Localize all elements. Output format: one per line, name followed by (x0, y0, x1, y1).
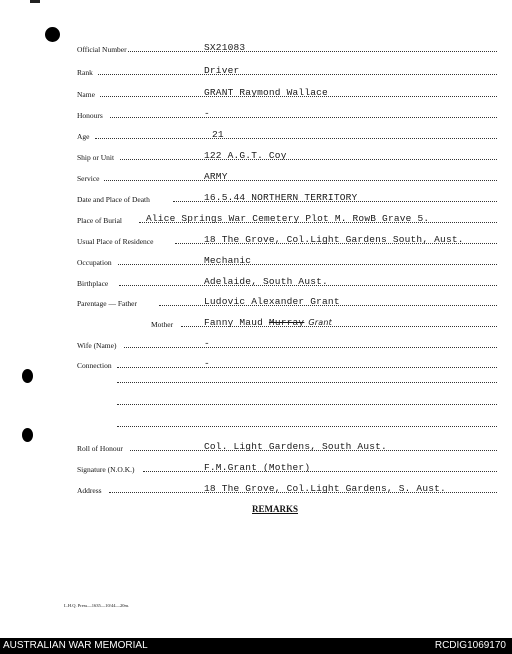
dotted-line (118, 264, 497, 265)
dotted-line (98, 74, 497, 75)
remarks-heading: REMARKS (252, 504, 299, 514)
honours-row (77, 104, 497, 120)
dotted-line (124, 347, 497, 348)
signature-nok-value: F.M.Grant (Mother) (204, 462, 311, 473)
signature-nok-label: Signature (N.O.K.) (77, 465, 135, 474)
official-number-row (77, 38, 497, 54)
age-label: Age (77, 132, 90, 141)
name-label: Name (77, 90, 95, 99)
place-of-burial-row (77, 209, 497, 225)
place-of-burial-value: Alice Springs War Cemetery Plot M. RowB Grave 5. (146, 213, 430, 224)
blank-line-3 (117, 426, 497, 427)
name-value: GRANT Raymond Wallace (204, 87, 328, 98)
connection-value: - (204, 358, 210, 369)
roll-of-honour-label: Roll of Honour (77, 444, 123, 453)
usual-place-of-residence-value: 18 The Grove, Col.Light Gardens South, Aust. (204, 234, 464, 245)
mother-handwritten-correction: Grant (308, 318, 332, 327)
printer-imprint: L.H.Q. Press—1635—10/44—20m. (64, 603, 130, 608)
honours-label: Honours (77, 111, 103, 120)
name-row (77, 83, 497, 99)
age-row (77, 125, 497, 141)
rank-label: Rank (77, 68, 93, 77)
punch-hole-mid-2 (22, 428, 33, 442)
roll-of-honour-value: Col. Light Gardens, South Aust. (204, 441, 387, 452)
dotted-line (104, 180, 497, 181)
dotted-line (120, 159, 497, 160)
archive-name: AUSTRALIAN WAR MEMORIAL (3, 640, 148, 651)
official-number-value: SX21083 (204, 42, 246, 53)
punch-hole-mid-1 (22, 369, 33, 383)
dotted-line (95, 138, 497, 139)
connection-label: Connection (77, 361, 112, 370)
birthplace-value: Adelaide, South Aust. (204, 276, 328, 287)
parentage-father-row (77, 292, 497, 308)
usual-place-of-residence-label: Usual Place of Residence (77, 237, 154, 246)
official-number-label: Official Number (77, 45, 127, 54)
dotted-line (117, 367, 497, 368)
archive-footer (0, 638, 512, 654)
age-value: 21 (212, 129, 224, 140)
address-value: 18 The Grove, Col.Light Gardens, S. Aust. (204, 483, 446, 494)
parentage-father-value: Ludovic Alexander Grant (204, 296, 340, 307)
occupation-value: Mechanic (204, 255, 252, 266)
date-and-place-of-death-value: 16.5.44 NORTHERN TERRITORY (204, 192, 358, 203)
record-id: RCDIG1069170 (434, 640, 506, 651)
rank-value: Driver (204, 65, 240, 76)
birthplace-row (77, 272, 497, 288)
parentage-mother-value (204, 317, 332, 328)
wife-label: Wife (Name) (77, 341, 117, 350)
address-label: Address (77, 486, 102, 495)
dotted-line (110, 117, 497, 118)
signature-nok-row (77, 458, 497, 474)
service-label: Service (77, 174, 100, 183)
honours-value: - (204, 108, 210, 119)
ship-or-unit-value: 122 A.G.T. Coy (204, 150, 287, 161)
parentage-mother-row (77, 313, 497, 329)
ship-or-unit-row (77, 146, 497, 162)
usual-place-of-residence-row (77, 230, 497, 246)
date-and-place-of-death-row (77, 188, 497, 204)
connection-row (77, 354, 497, 370)
corner-mark (30, 0, 40, 3)
mother-name: Fanny Maud (204, 317, 264, 328)
blank-line-1 (117, 382, 497, 383)
parentage-father-label: Parentage — Father (77, 299, 137, 308)
place-of-burial-label: Place of Burial (77, 216, 122, 225)
birthplace-label: Birthplace (77, 279, 109, 288)
roll-of-honour-row (77, 437, 497, 453)
date-and-place-of-death-label: Date and Place of Death (77, 195, 150, 204)
occupation-row (77, 251, 497, 267)
occupation-label: Occupation (77, 258, 112, 267)
rank-row (77, 61, 497, 77)
service-value: ARMY (204, 171, 228, 182)
address-row (77, 479, 497, 495)
dotted-line (143, 471, 497, 472)
service-row (77, 167, 497, 183)
punch-hole-top (45, 27, 60, 42)
ship-or-unit-label: Ship or Unit (77, 153, 115, 162)
dotted-line (128, 51, 497, 52)
mother-struck-surname: Murray (268, 317, 305, 328)
blank-line-2 (117, 404, 497, 405)
parentage-mother-label: Mother (151, 320, 174, 329)
wife-value: - (204, 338, 210, 349)
wife-row (77, 334, 497, 350)
